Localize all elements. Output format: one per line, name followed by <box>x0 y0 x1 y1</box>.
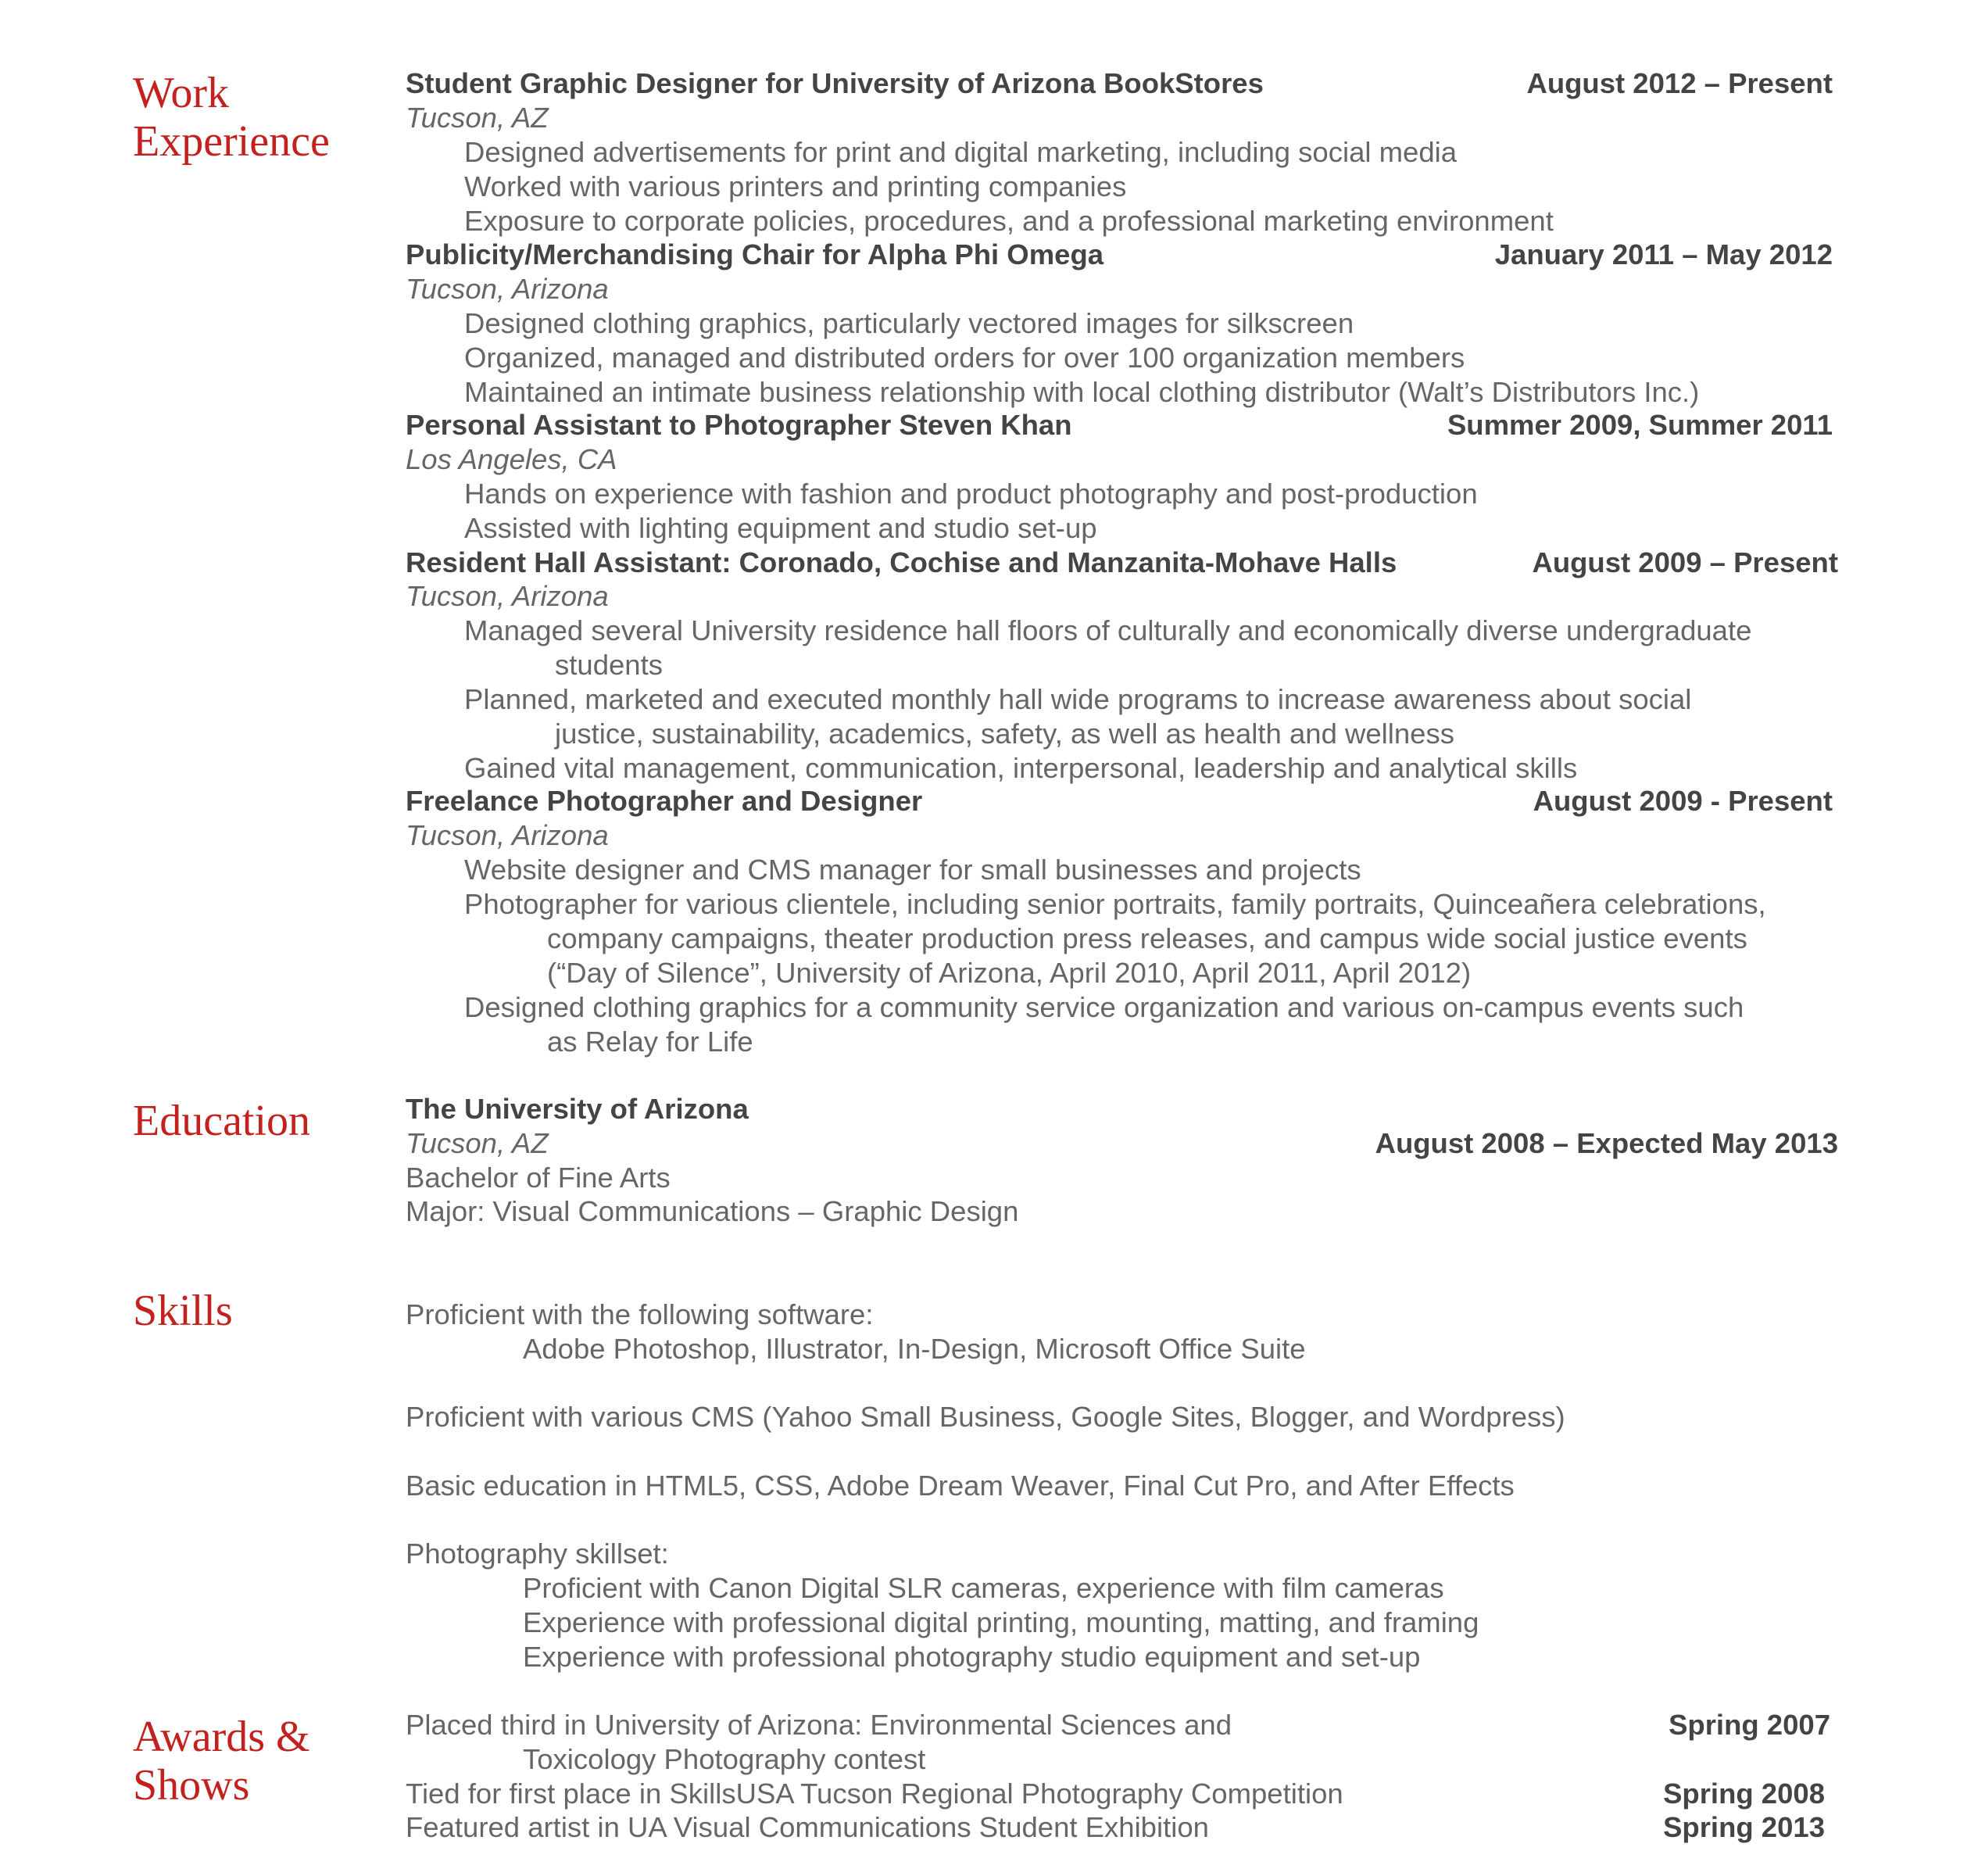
skills-basic: Basic education in HTML5, CSS, Adobe Dream Weaver, Final Cut Pro, and After Effects <box>406 1470 1515 1502</box>
award-item-continuation: Toxicology Photography contest <box>523 1743 926 1775</box>
skills-software-intro: Proficient with the following software: <box>406 1298 874 1330</box>
degree: Bachelor of Fine Arts <box>406 1162 671 1194</box>
job-date: Summer 2009, Summer 2011 <box>1447 409 1833 441</box>
school-name: The University of Arizona <box>406 1093 749 1125</box>
job-bullet-continuation: company campaigns, theater production press releases, and campus wide social justice events <box>547 922 1747 954</box>
job-bullet: Gained vital management, communication, interpersonal, leadership and analytical skills <box>464 752 1578 784</box>
job-bullet: Website designer and CMS manager for small businesses and projects <box>464 854 1361 886</box>
award-date: Spring 2007 <box>1669 1709 1830 1741</box>
job-bullet-continuation: (“Day of Silence”, University of Arizona, April 2010, April 2011, April 2012) <box>547 957 1472 989</box>
job-bullet: Managed several University residence hall floors of culturally and economically diverse undergraduate <box>464 614 1752 646</box>
award-item: Featured artist in UA Visual Communications Student Exhibition <box>406 1811 1209 1843</box>
school-location: Tucson, AZ <box>406 1127 549 1159</box>
job-location: Los Angeles, CA <box>406 443 617 475</box>
skills-heading: Skills <box>133 1287 233 1335</box>
job-bullet: Planned, marketed and executed monthly hall wide programs to increase awareness about social <box>464 683 1692 715</box>
job-title: Freelance Photographer and Designer <box>406 785 923 817</box>
job-location: Tucson, Arizona <box>406 580 609 612</box>
job-title: Resident Hall Assistant: Coronado, Cochise and Manzanita-Mohave Halls <box>406 546 1397 578</box>
job-date: January 2011 – May 2012 <box>1494 238 1833 270</box>
award-date: Spring 2008 <box>1663 1778 1825 1810</box>
skills-software-list: Adobe Photoshop, Illustrator, In-Design, Microsoft Office Suite <box>523 1333 1306 1365</box>
education-date: August 2008 – Expected May 2013 <box>1375 1127 1838 1159</box>
skills-cms: Proficient with various CMS (Yahoo Small Business, Google Sites, Blogger, and Wordpress) <box>406 1401 1565 1433</box>
education-heading: Education <box>133 1097 311 1145</box>
job-date: August 2012 – Present <box>1526 67 1833 99</box>
job-bullet: Organized, managed and distributed orders for over 100 organization members <box>464 342 1465 374</box>
major: Major: Visual Communications – Graphic Design <box>406 1195 1019 1227</box>
job-bullet: Photographer for various clientele, including senior portraits, family portraits, Quinceañera celebrations, <box>464 888 1766 920</box>
job-title: Student Graphic Designer for University of Arizona BookStores <box>406 67 1264 99</box>
job-bullet: Maintained an intimate business relationship with local clothing distributor (Walt’s Distributors Inc.) <box>464 376 1700 408</box>
job-bullet-continuation: as Relay for Life <box>547 1026 753 1058</box>
skills-photo-intro: Photography skillset: <box>406 1538 669 1570</box>
work-experience-heading: Work Experience <box>133 69 330 166</box>
awards-heading: Awards & Shows <box>133 1713 310 1810</box>
skills-photo-item: Proficient with Canon Digital SLR cameras, experience with film cameras <box>523 1572 1444 1604</box>
job-location: Tucson, AZ <box>406 102 549 134</box>
job-bullet: Designed advertisements for print and digital marketing, including social media <box>464 136 1458 168</box>
job-date: August 2009 – Present <box>1532 546 1838 578</box>
award-item: Tied for first place in SkillsUSA Tucson Regional Photography Competition <box>406 1778 1343 1810</box>
job-date: August 2009 - Present <box>1533 785 1833 817</box>
job-title: Publicity/Merchandising Chair for Alpha Phi Omega <box>406 238 1104 270</box>
job-bullet-continuation: justice, sustainability, academics, safety, as well as health and wellness <box>555 718 1454 750</box>
skills-photo-item: Experience with professional digital printing, mounting, matting, and framing <box>523 1606 1479 1638</box>
award-date: Spring 2013 <box>1663 1811 1825 1843</box>
job-title: Personal Assistant to Photographer Steven Khan <box>406 409 1072 441</box>
job-bullet: Exposure to corporate policies, procedures, and a professional marketing environment <box>464 205 1554 237</box>
job-bullet: Designed clothing graphics for a community service organization and various on-campus events such <box>464 991 1744 1023</box>
job-bullet-continuation: students <box>555 649 663 681</box>
job-bullet: Worked with various printers and printing companies <box>464 170 1127 202</box>
job-bullet: Assisted with lighting equipment and studio set-up <box>464 512 1097 544</box>
job-bullet: Designed clothing graphics, particularly vectored images for silkscreen <box>464 307 1354 339</box>
job-location: Tucson, Arizona <box>406 273 609 305</box>
award-item: Placed third in University of Arizona: Environmental Sciences and <box>406 1709 1232 1741</box>
job-location: Tucson, Arizona <box>406 819 609 851</box>
skills-photo-item: Experience with professional photography studio equipment and set-up <box>523 1641 1421 1673</box>
job-bullet: Hands on experience with fashion and product photography and post-production <box>464 478 1478 510</box>
